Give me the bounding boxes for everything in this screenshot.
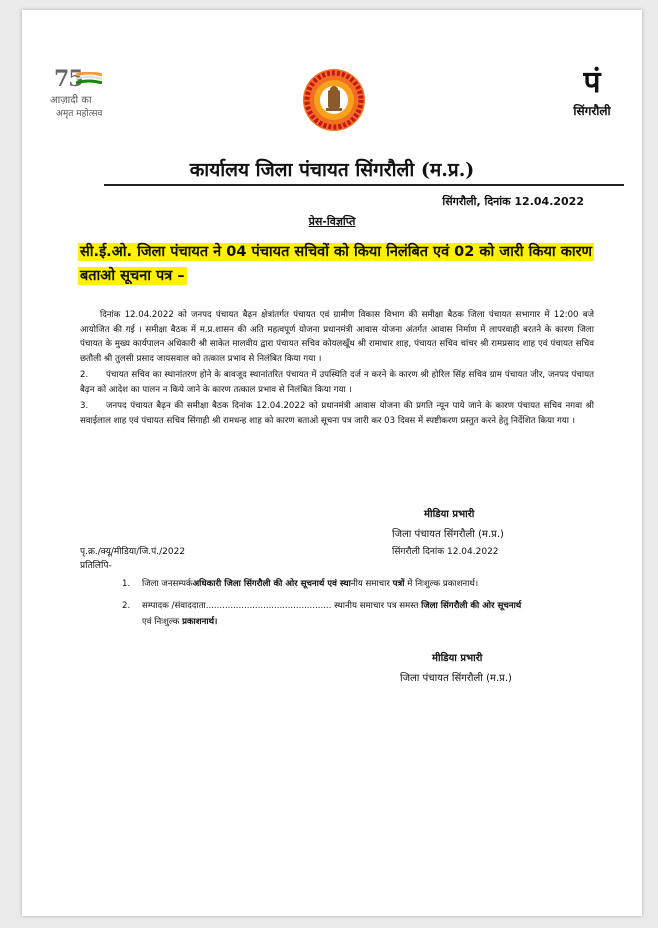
paragraph-3-number: 3. <box>80 401 89 411</box>
logo-line2: अमृत महोत्सव <box>56 109 103 119</box>
headline <box>78 240 598 288</box>
paragraph-2 <box>80 368 594 397</box>
district-logo-name: सिंगरौली <box>573 104 611 118</box>
copy-item1-part-a: जिला जनसम्पर्क <box>142 579 193 589</box>
list-item <box>122 576 602 592</box>
district-glyph: पं <box>583 65 601 100</box>
copy-list <box>122 576 602 636</box>
body-text <box>80 308 594 430</box>
copy-item2-part-b: जिला सिंगरौली की ओर सूचनार्थ <box>421 601 522 611</box>
paragraph-1: दिनांक 12.04.2022 को जनपद पंचायत बैढ़न क्षेत्रांतर्गत पंचायत एवं ग्रामीण विकास विभाग की समीक्षा बैठक जिला पंचायत सभागार में 12:00 बजे आयोजित की गई । समीक्षा बैठक में म.प्र.शासन की अति महत्वपूर्ण योजना प्रधानमंत्री आवास योजना अंतर्गत आवास निर्माण में लापरवाही बरतने के कारण जिला पंचायत के मुख्य कार्यपालन अधिकारी श्री साकेत मालवीय द्वारा पंचायत सचिव कोयलखूँथ श्री रामाधार शाह, पंचायत सचिव चांचर श्री रामप्रसाद शाह एवं पंचायत सचिव छतौली श्री तुलसी प्रसाद जायसवाल को तत्काल प्रभाव से निलंबित किया गया । <box>80 310 594 364</box>
list-item-number: 1. <box>122 579 131 589</box>
office-title: कार्यालय जिला पंचायत सिंगरौली (म.प्र.) <box>189 159 475 181</box>
copy-item2-part-c: एवं निःशुल्क <box>142 617 180 627</box>
copy-item2-part-a: सम्पादक /संवाददाता.............................................. स्थानीय समाचार पत्र समस्त <box>142 601 419 611</box>
press-release-title: प्रेस-विज्ञप्ति <box>308 215 356 228</box>
document-page <box>22 10 642 916</box>
paragraph-2-text: पंचायत सचिव का स्थानांतरण होने के बावजूद स्थानांतरित पंचायत में उपस्थिति दर्ज न करने के कारण श्री होरिल सिंह सचिव ग्राम पंचायत जीर, जनपद पंचायत बैढ़न को आदेश का पालन न किये जाने के कारण तत्काल प्रभाव से निलंबित किया गया । <box>80 370 594 395</box>
azadi-ka-amrit-mahotsav-logo <box>50 66 120 128</box>
date-line: सिंगरौली, दिनांक 12.04.2022 <box>442 195 584 208</box>
reference-date: सिंगरौली दिनांक 12.04.2022 <box>392 547 499 557</box>
mp-state-emblem-icon <box>302 68 366 132</box>
paragraph-3-text: जनपद पंचायत बैढ़न की समीक्षा बैठक दिनांक 12.04.2022 को प्रधानमंत्री आवास योजना की प्रगति न्यून पाये जाने के कारण पंचायत सचिव नगवा श्री सवाईलाल शाह एवं पंचायत सचिव सिंगाही श्री रामधन्ह शाह को कारण बताओ सूचना पत्र जारी कर 03 दिवस में स्पष्टीकरण प्रस्तुत करने हेतु निर्देशित किया गया । <box>80 401 594 426</box>
signature-1-office: जिला पंचायत सिंगरौली (म.प्र.) <box>392 529 504 540</box>
logo-75-text: 75 <box>54 66 83 92</box>
flag-icon <box>76 72 102 84</box>
copy-item1-part-d: पत्रों <box>392 579 405 589</box>
signature-2-office: जिला पंचायत सिंगरौली (म.प्र.) <box>400 673 512 684</box>
list-item <box>122 598 602 630</box>
signature-2-name: मीडिया प्रभारी <box>432 653 483 664</box>
headline-text: सी.ई.ओ. जिला पंचायत ने 04 पंचायत सचिवों को किया निलंबित एवं 02 को जारी किया कारण बताओ सूचना पत्र – <box>80 244 593 284</box>
copy-item1-part-b: अधिकारी जिला सिंगरौली की ओर सूचनार्थ एवं स्था <box>192 579 351 589</box>
paragraph-2-number: 2. <box>80 370 89 380</box>
header-divider <box>104 184 624 186</box>
copy-item1-part-e: में निःशुल्क प्रकाशनार्थ। <box>407 579 479 589</box>
paragraph-3 <box>80 399 594 428</box>
reference-number: पृ.क्र./क्यू/मीडिया/जि.पं./2022 <box>80 547 186 557</box>
singrauli-district-logo <box>552 66 632 136</box>
copy-label: प्रतिलिपि- <box>80 561 112 571</box>
list-item-number: 2. <box>122 601 131 611</box>
signature-1-name: मीडिया प्रभारी <box>424 509 475 520</box>
copy-item1-part-c: नीय समाचार <box>350 579 390 589</box>
logo-line1: आज़ादी का <box>50 95 92 106</box>
copy-item2-part-d: प्रकाशनार्थ। <box>182 617 218 627</box>
